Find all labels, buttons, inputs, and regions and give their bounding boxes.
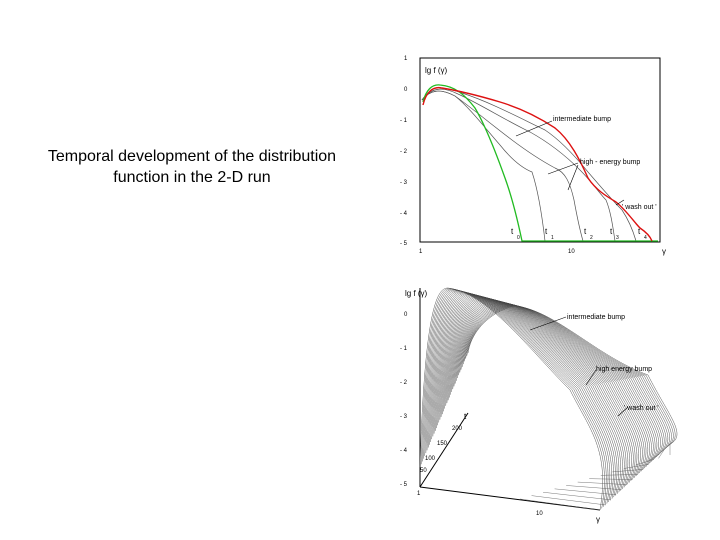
top-ytick-m3: - 3 [400, 180, 408, 186]
time-label-t4: t [638, 227, 641, 236]
time-sub-0: 0 [517, 235, 520, 241]
top-figure [400, 56, 666, 256]
curve-t2 [422, 91, 583, 241]
floor-line [566, 485, 621, 489]
top-ytick-m5: - 5 [400, 241, 408, 247]
bottom-ttick-150: 150 [437, 441, 448, 447]
bottom-ytick-m3: - 3 [400, 414, 408, 420]
bottom-ytick-m5: - 5 [400, 482, 408, 488]
bottom-ytick-m4: - 4 [400, 448, 408, 454]
bottom-annotation-high-energy: high energy bump [596, 366, 653, 373]
bottom-xtick-10: 10 [536, 511, 543, 517]
top-ytick-m4: - 4 [400, 211, 408, 217]
top-xtick-10: 10 [568, 249, 575, 255]
mesh-line [446, 298, 643, 475]
floor-line [520, 499, 600, 510]
top-ytick-0: 0 [404, 87, 408, 93]
top-ytick-m2: - 2 [400, 149, 408, 155]
top-y-axis-label: lg f (γ) [425, 66, 448, 75]
mesh-line [448, 299, 646, 472]
time-sub-4: 4 [644, 235, 647, 241]
time-label-t2: t [584, 227, 587, 236]
bottom-y-ticks [400, 312, 408, 488]
top-x-axis-label: γ [662, 247, 666, 256]
time-sub-3: 3 [616, 235, 619, 241]
bottom-ttick-50: 50 [420, 468, 427, 474]
bottom-ytick-m2: - 2 [400, 380, 408, 386]
bottom-x-axis-label: γ [596, 515, 600, 524]
top-xtick-1: 1 [419, 249, 423, 255]
top-plot-frame [420, 58, 660, 242]
top-annotation-intermediate: intermediate bump [553, 116, 611, 123]
bottom-t-axis-label: t [464, 412, 467, 421]
bottom-ytick-0: 0 [404, 312, 408, 318]
top-x-ticks [419, 249, 575, 255]
bottom-ytick-m1: - 1 [400, 346, 408, 352]
caption-line-2: function in the 2-D run [113, 169, 271, 186]
bottom-annotation-intermediate: intermediate bump [567, 314, 625, 321]
leader-high-top [548, 163, 578, 174]
time-label-t1: t [545, 227, 548, 236]
time-sub-2: 2 [590, 235, 593, 241]
leader-intermediate-top [516, 121, 552, 136]
bottom-annotation-wash-out: ' wash out ' [624, 405, 659, 412]
leader-high-top-2 [568, 165, 578, 190]
curve-t1 [422, 91, 545, 241]
bottom-xtick-1: 1 [417, 491, 421, 497]
top-time-labels [511, 227, 647, 241]
time-sub-1: 1 [551, 235, 554, 241]
top-annotation-wash-out: ' wash out ' [622, 204, 657, 211]
surface-mesh [420, 288, 677, 510]
time-label-t0: t [511, 227, 514, 236]
floor-line [532, 496, 606, 505]
top-ytick-1: 1 [404, 56, 408, 62]
bottom-ttick-100: 100 [425, 456, 436, 462]
top-ytick-m1: - 1 [400, 118, 408, 124]
top-annotations [516, 116, 657, 211]
bottom-figure [400, 288, 677, 524]
top-annotation-high-energy: high - energy bump [580, 159, 641, 166]
bottom-ttick-200: 200 [452, 426, 463, 432]
time-label-t3: t [610, 227, 613, 236]
caption-line-1: Temporal development of the distribution [47, 148, 337, 165]
bottom-y-axis-label: lg f (γ) [405, 289, 428, 298]
top-y-ticks [400, 56, 408, 247]
